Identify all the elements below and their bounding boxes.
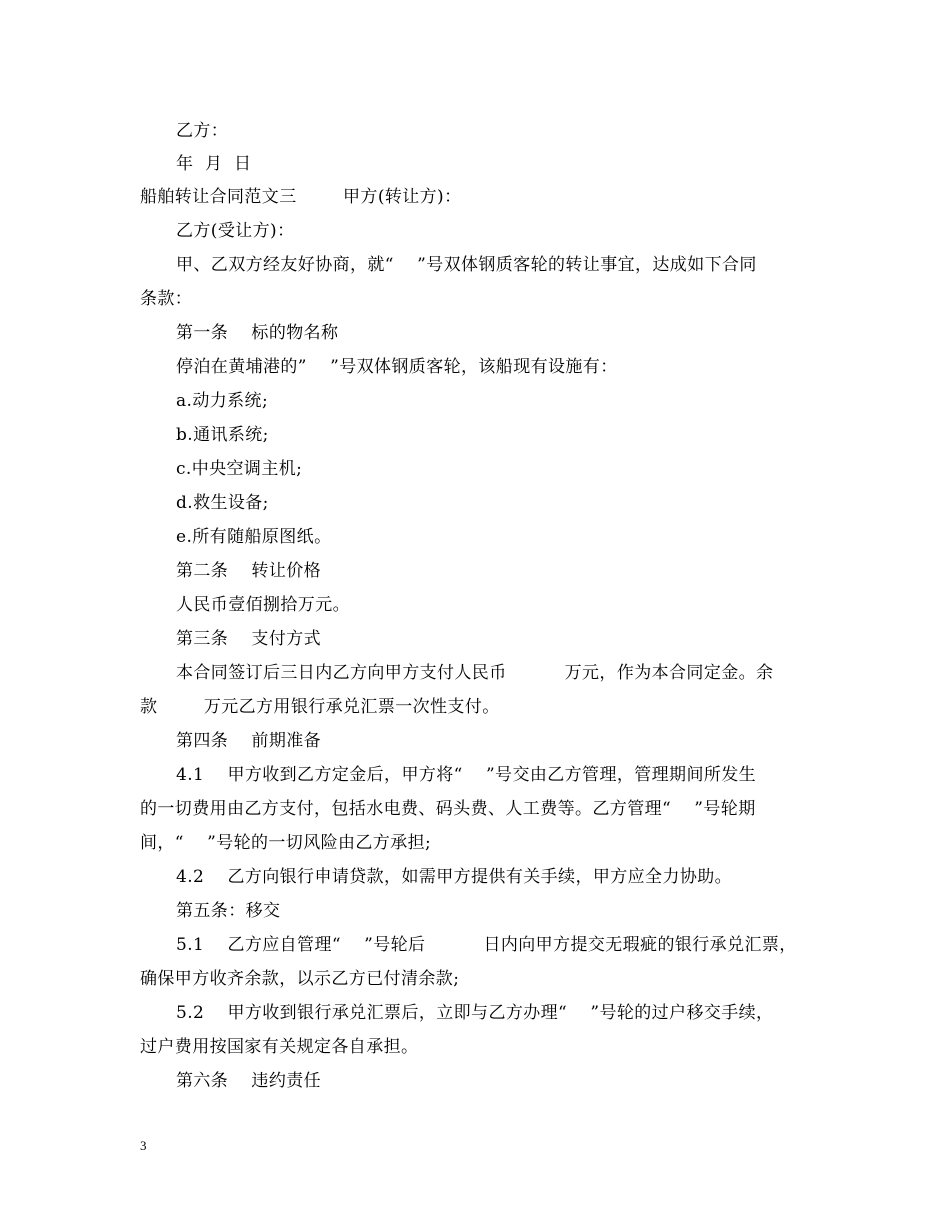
text-line: 4.2 乙方向银行申请贷款，如需甲方提供有关手续，甲方应全力协助。	[176, 867, 733, 887]
text-line: 条款：	[140, 289, 193, 309]
text-line: 船舶转让合同范文三 甲方(转让方)：	[140, 187, 462, 207]
text-line: 过户费用按国家有关规定各自承担。	[140, 1037, 419, 1057]
list-item: c.中央空调主机;	[176, 459, 303, 479]
text-line: 5.1 乙方应自管理“ ”号轮后 日内向甲方提交无瑕疵的银行承兑汇票，	[176, 935, 797, 955]
text-line: 5.2 甲方收到银行承兑汇票后，立即与乙方办理“ ”号轮的过户移交手续，	[176, 1003, 774, 1023]
text-line: 年 月 日	[176, 154, 252, 174]
page-number: 3	[140, 1138, 147, 1153]
text-line: 间，“ ”号轮的一切风险由乙方承担;	[140, 833, 432, 853]
section-heading: 第一条 标的物名称	[176, 323, 339, 343]
text-line: 的一切费用由乙方支付，包括水电费、码头费、人工费等。乙方管理“ ”号轮期	[140, 799, 756, 819]
text-line: 本合同签订后三日内乙方向甲方支付人民币 万元，作为本合同定金。余	[176, 663, 774, 683]
text-line: 甲、乙双方经友好协商，就“ ”号双体钢质客轮的转让事宜，达成如下合同	[176, 255, 757, 275]
section-heading: 第二条 转让价格	[176, 561, 322, 581]
text-line: 确保甲方收齐余款，以示乙方已付清余款;	[140, 969, 460, 989]
text-line: 款 万元乙方用银行承兑汇票一次性支付。	[140, 697, 500, 717]
text-line: 乙方：	[176, 121, 229, 141]
text-line: 4.1 甲方收到乙方定金后，甲方将“ ”号交由乙方管理，管理期间所发生	[176, 765, 757, 785]
text-line: 停泊在黄埔港的” ”号双体钢质客轮，该船现有设施有：	[176, 357, 618, 377]
list-item: a.动力系统;	[176, 391, 269, 411]
section-heading: 第三条 支付方式	[176, 629, 322, 649]
list-item: b.通讯系统;	[176, 425, 269, 445]
section-heading: 第四条 前期准备	[176, 731, 322, 751]
list-item: e.所有随船原图纸。	[176, 527, 332, 547]
text-line: 人民币壹佰捌拾万元。	[176, 595, 350, 615]
section-heading: 第五条：移交	[176, 901, 281, 921]
list-item: d.救生设备;	[176, 493, 269, 513]
text-line: 乙方(受让方)：	[176, 221, 295, 241]
section-heading: 第六条 违约责任	[176, 1071, 322, 1091]
